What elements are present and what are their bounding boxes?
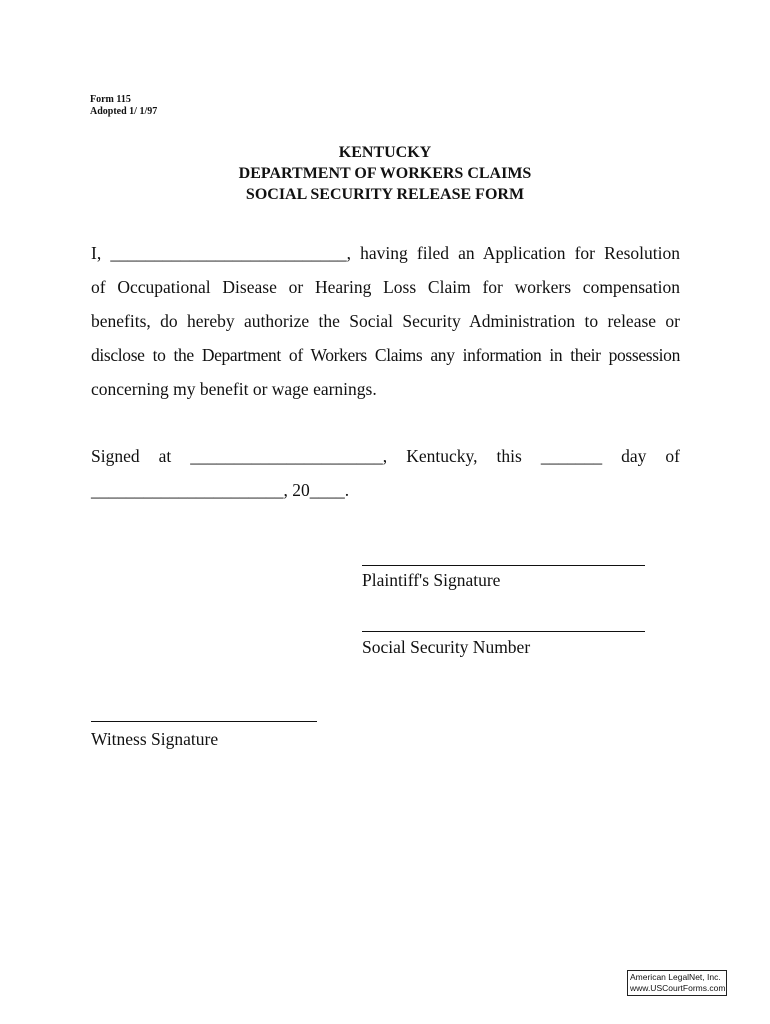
heading-title: SOCIAL SECURITY RELEASE FORM — [245, 186, 525, 203]
heading-department: DEPARTMENT OF WORKERS CLAIMS — [238, 165, 532, 182]
plaintiff-signature-line — [362, 565, 645, 566]
form-meta — [90, 94, 157, 118]
witness-signature-line — [91, 721, 317, 722]
authorization-line-5: concerning my benefit or wage earnings. — [91, 379, 377, 399]
publisher-website: www.USCourtForms.com — [630, 983, 726, 993]
authorization-line-2: of Occupational Disease or Hearing Loss Claim for workers compensation — [91, 277, 680, 297]
form-adopted-date: Adopted 1/ 1/97 — [90, 106, 158, 117]
ssn-label: Social Security Number — [362, 637, 531, 657]
form-heading — [0, 142, 770, 205]
publisher-name: American LegalNet, Inc. — [630, 972, 721, 982]
heading-state: KENTUCKY — [338, 144, 432, 161]
authorization-line-1: I, ___________________________, having filed an Application for Resolution — [91, 243, 680, 263]
signed-location-line: Signed at ______________________, Kentucky, this _______ day of — [91, 446, 680, 466]
plaintiff-signature-label: Plaintiff's Signature — [362, 570, 501, 590]
ssn-line — [362, 631, 645, 632]
witness-signature-label: Witness Signature — [91, 729, 219, 749]
authorization-line-4: disclose to the Department of Workers Claims any information in their possession — [91, 345, 680, 365]
form-number: Form 115 — [90, 94, 131, 105]
authorization-line-3: benefits, do hereby authorize the Social Security Administration to release or — [91, 311, 680, 331]
publisher-stamp — [627, 970, 727, 996]
signed-date-line: ______________________, 20____. — [91, 480, 350, 500]
